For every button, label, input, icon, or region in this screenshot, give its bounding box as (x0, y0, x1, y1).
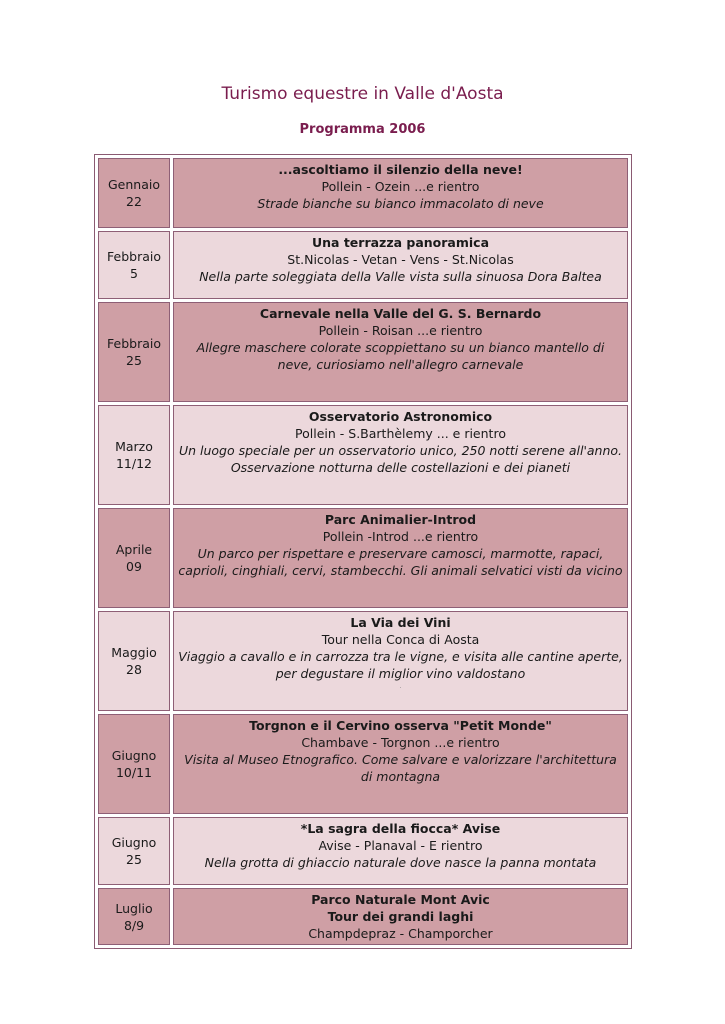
date-cell (98, 714, 170, 814)
event-title: La Via dei Vini (350, 615, 451, 630)
table-row (98, 302, 628, 402)
event-route: Pollein - Roisan ...e rientro (318, 323, 483, 338)
event-title: Una terrazza panoramica (311, 235, 489, 250)
event-route: Avise - Planaval - E rientro (318, 838, 483, 853)
event-day: 09 (126, 559, 142, 574)
event-cell (173, 158, 628, 228)
table-row (98, 508, 628, 608)
event-day: 25 (126, 353, 142, 368)
table-row (98, 611, 628, 711)
event-description: Viaggio a cavallo e in carrozza tra le vigne, e visita alle cantine aperte, per degustare il miglior vino valdostano (178, 649, 623, 681)
event-title: Parco Naturale Mont Avic (311, 892, 490, 907)
date-cell (98, 231, 170, 299)
event-day: 8/9 (123, 917, 145, 933)
event-route: Pollein - S.Barthèlemy ... e rientro (295, 426, 506, 441)
event-cell (173, 302, 628, 402)
event-description: Un luogo speciale per un osservatorio unico, 250 notti serene all'anno. Osservazione notturna delle costellazioni e dei pianeti (178, 443, 623, 475)
event-month: Febbraio (107, 336, 161, 351)
event-month: Marzo (115, 439, 153, 454)
table-row (98, 158, 628, 228)
event-day: 28 (126, 662, 142, 677)
schedule-table (94, 154, 632, 949)
event-description: Visita al Museo Etnografico. Come salvare e valorizzare l'architettura di montagna (184, 752, 617, 784)
event-description: Nella grotta di ghiaccio naturale dove nasce la panna montata (204, 855, 597, 870)
event-month: Aprile (115, 542, 153, 557)
event-title: ...ascoltiamo il silenzio della neve! (278, 162, 523, 177)
event-description: Nella parte soleggiata della Valle vista sulla sinuosa Dora Baltea (199, 269, 602, 284)
event-subtitle: Tour dei grandi laghi (327, 909, 474, 924)
event-day: 5 (130, 266, 138, 281)
event-day: 10/11 (115, 765, 153, 780)
event-cell (173, 231, 628, 299)
event-month: Luglio (115, 900, 153, 916)
page-title: Turismo equestre in Valle d'Aosta (221, 84, 504, 104)
event-route: Chambave - Torgnon ...e rientro (301, 735, 500, 750)
table-row (98, 817, 628, 885)
event-route: Tour nella Conca di Aosta (321, 632, 480, 647)
date-cell (98, 888, 170, 945)
event-month: Maggio (111, 645, 157, 660)
event-day: 25 (126, 852, 142, 867)
event-cell (173, 888, 628, 945)
event-note: . (399, 683, 402, 690)
date-cell (98, 611, 170, 711)
event-cell (173, 714, 628, 814)
event-description: Strade bianche su bianco immacolato di neve (257, 196, 544, 211)
event-day: 22 (126, 194, 142, 209)
event-title: Torgnon e il Cervino osserva "Petit Monde" (249, 718, 552, 733)
event-month: Gennaio (107, 177, 160, 192)
event-cell (173, 405, 628, 505)
event-title: Carnevale nella Valle del G. S. Bernardo (259, 306, 542, 321)
event-title: *La sagra della fiocca* Avise (300, 821, 501, 836)
date-cell (98, 817, 170, 885)
event-route: Champdepraz - Champorcher (308, 926, 493, 941)
event-route: Pollein - Ozein ...e rientro (321, 179, 480, 194)
date-cell (98, 405, 170, 505)
event-day: 11/12 (115, 456, 153, 471)
table-row (98, 405, 628, 505)
event-description: Un parco per rispettare e preservare camosci, marmotte, rapaci, caprioli, cinghiali, cervi, stambecchi. Gli animali selvatici visti da vicino (178, 546, 623, 578)
date-cell (98, 508, 170, 608)
event-cell (173, 817, 628, 885)
event-cell (173, 508, 628, 608)
event-route: St.Nicolas - Vetan - Vens - St.Nicolas (287, 252, 514, 267)
program-subtitle: Programma 2006 (299, 122, 426, 137)
table-row (98, 231, 628, 299)
table-row (98, 888, 628, 945)
event-route: Pollein -Introd ...e rientro (322, 529, 479, 544)
event-month: Febbraio (107, 249, 161, 264)
date-cell (98, 302, 170, 402)
event-description: Allegre maschere colorate scoppiettano su un bianco mantello di neve, curiosiamo nell'allegro carnevale (196, 340, 605, 372)
event-month: Giugno (111, 835, 157, 850)
table-row (98, 714, 628, 814)
event-month: Giugno (111, 748, 157, 763)
event-cell (173, 611, 628, 711)
event-title: Parc Animalier-Introd (324, 512, 477, 527)
date-cell (98, 158, 170, 228)
event-title: Osservatorio Astronomico (308, 409, 493, 424)
